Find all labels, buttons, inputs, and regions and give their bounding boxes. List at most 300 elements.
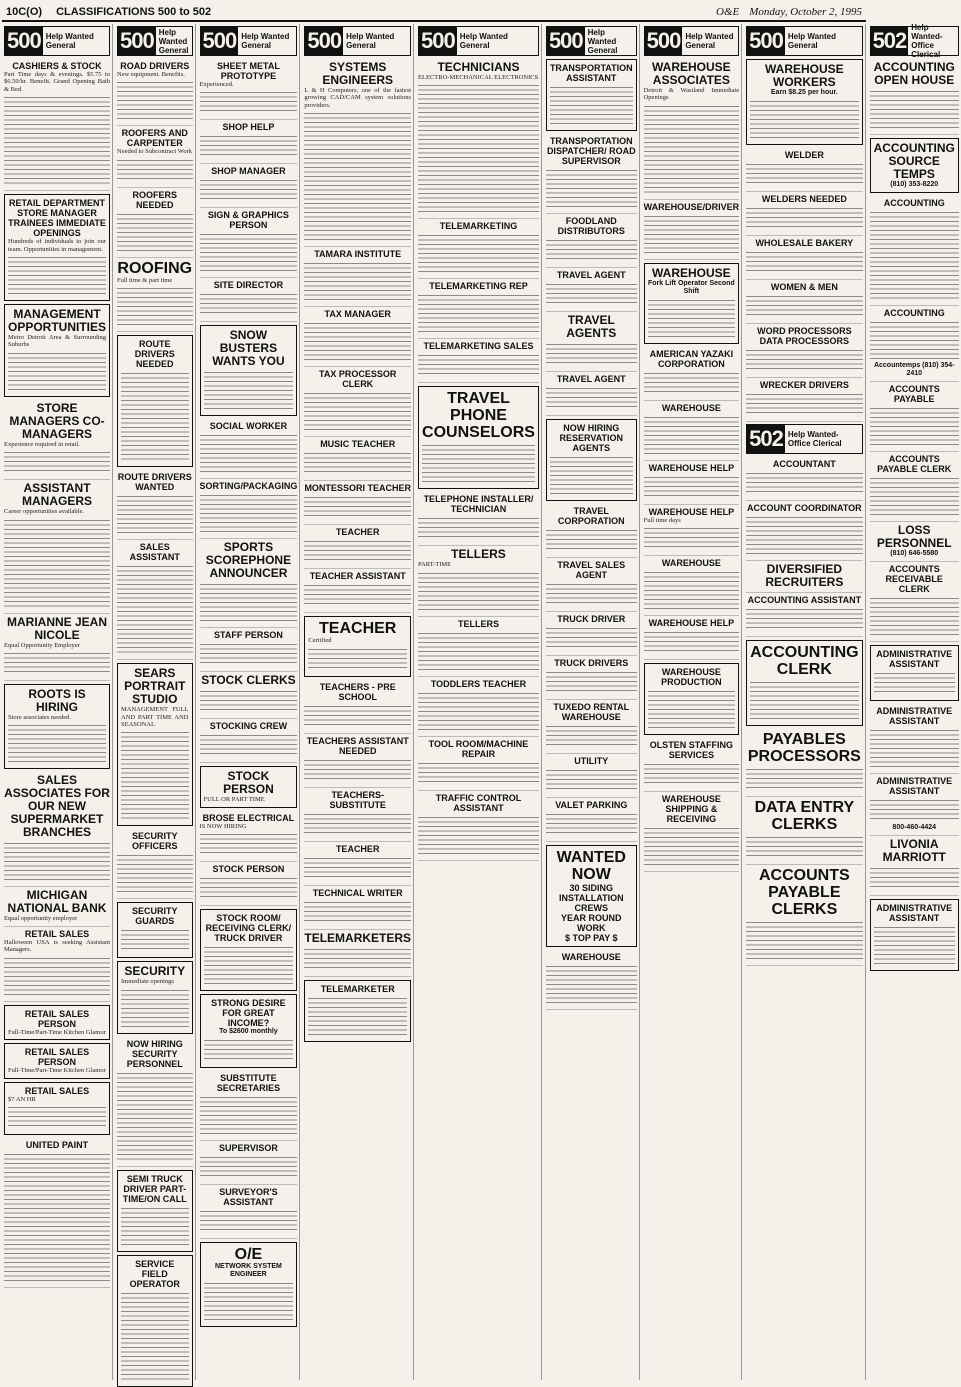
ad-text: 500 (307, 28, 342, 53)
body-text-lines (4, 956, 110, 996)
issue-date: Monday, October 2, 1995 (749, 6, 862, 18)
classified-ad (4, 1043, 110, 1078)
ad-text: SHOP MANAGER (211, 166, 286, 177)
classified-ad (200, 628, 298, 672)
classified-ad (746, 59, 862, 145)
ad-text: TECHNICIANS (437, 60, 520, 74)
body-text-lines (117, 853, 193, 893)
classified-ad (546, 656, 637, 700)
body-text-lines (304, 947, 411, 971)
body-text-lines (200, 90, 298, 114)
body-text-lines (117, 212, 193, 252)
body-text-lines (117, 80, 193, 120)
ad-text: TAX MANAGER (324, 309, 391, 320)
section-label-group (343, 27, 397, 55)
ad-text: Office Clerical (787, 439, 842, 448)
ad-text: OLSTEN STAFFING SERVICES (649, 740, 734, 761)
ad-text: RETAIL SALES PERSON (24, 1047, 90, 1068)
section-header (746, 26, 862, 56)
classified-ad (200, 862, 298, 906)
classified-ad (746, 640, 862, 726)
body-text-lines (746, 206, 862, 230)
ad-text: TELEMARKETING (439, 221, 518, 232)
classified-ad (870, 774, 959, 836)
ad-text: Help Wanted (587, 27, 617, 46)
ad-text: TEACHERS ASSISTANT NEEDED (306, 735, 409, 756)
ad-text: STORE MANAGERS CO-MANAGERS (9, 400, 105, 441)
ad-text: ACCOUNTING CLERK (750, 644, 859, 678)
section-label-group (585, 27, 636, 55)
ad-text: MARIANNE JEAN NICOLE (6, 614, 107, 642)
classified-ad (200, 539, 298, 628)
ad-text: UNITED PAINT (25, 1139, 89, 1150)
classified-ad (870, 138, 959, 193)
ad-text: ACCOUNTING SOURCE TEMPS (873, 141, 955, 181)
body-text-lines (8, 723, 106, 763)
ad-text: STOCK ROOM/ RECEIVING CLERK/ TRUCK DRIVER (205, 913, 292, 944)
body-text-lines (200, 1155, 298, 1179)
classified-ad (546, 845, 637, 947)
ad-text: Metro Detroit Area & Surrounding Suburbs (8, 334, 106, 349)
ad-text: SUBSTITUTE SECRETARIES (216, 1073, 281, 1094)
body-text-lines (304, 451, 411, 475)
body-text-lines (117, 564, 193, 654)
section-header-office (746, 424, 862, 454)
body-text-lines (304, 111, 411, 241)
classified-ad (644, 738, 740, 792)
ad-text: Experienced. (199, 81, 234, 88)
ad-text: ACCOUNTS PAYABLE (888, 384, 940, 404)
body-text-lines (546, 964, 637, 1004)
ad-text: WAREHOUSE ASSOCIATES (652, 60, 731, 87)
body-text-lines (418, 233, 539, 273)
ad-text: MONTESSORI TEACHER (304, 483, 411, 494)
ad-text: SUPERVISOR (219, 1143, 278, 1154)
classified-ad (4, 1082, 110, 1135)
body-text-lines (546, 342, 637, 366)
ad-text: SORTING/PACKAGING (199, 481, 298, 492)
body-text-lines (117, 158, 193, 182)
section-number: 500 (7, 28, 41, 53)
body-text-lines (200, 232, 298, 272)
column-3 (198, 24, 301, 1380)
ad-text: (810) 646-5580 (890, 550, 939, 557)
ad-text: ACCOUNTING (883, 198, 945, 208)
classified-ad (200, 1071, 298, 1141)
section-header (304, 26, 411, 56)
body-text-lines (746, 835, 862, 859)
body-text-lines (308, 647, 407, 671)
classified-ad (644, 616, 740, 660)
body-text-lines (546, 670, 637, 694)
body-text-lines (546, 282, 637, 306)
classified-ad (200, 479, 298, 539)
classified-columns (2, 23, 955, 1380)
ad-text: TELEMARKETING REP (429, 281, 528, 292)
classified-ad (304, 842, 411, 886)
classified-ad (200, 208, 298, 278)
body-text-lines (117, 1071, 193, 1161)
classified-ad (546, 59, 637, 131)
classified-ad (304, 481, 411, 525)
body-text-lines (200, 178, 298, 202)
classified-ad (546, 419, 637, 501)
body-text-lines (200, 433, 298, 473)
ad-text: TOOL ROOM/MACHINE REPAIR (428, 738, 529, 759)
body-text-lines (200, 832, 298, 856)
ad-text: TAMARA INSTITUTE (314, 249, 402, 260)
page-number: 10C(O) (6, 6, 43, 18)
section-header (117, 26, 193, 56)
classified-ad (870, 562, 959, 642)
ad-text: ADMINISTRATIVE ASSISTANT (876, 903, 953, 923)
classified-ad (117, 470, 193, 540)
body-text-lines (550, 455, 633, 495)
classified-ad (304, 680, 411, 734)
classified-ad (644, 663, 740, 735)
column-7 (642, 24, 743, 1380)
classified-ad (304, 307, 411, 367)
section-label-group (238, 27, 292, 55)
body-text-lines (418, 571, 539, 611)
ad-text: ROOTS IS HIRING (28, 687, 86, 715)
body-text-lines (648, 689, 736, 729)
classified-ad (200, 59, 298, 120)
classified-ad (117, 961, 193, 1033)
column-1 (2, 24, 113, 1380)
body-text-lines (204, 945, 294, 985)
classified-ad (117, 829, 193, 899)
ad-text: 502 (749, 426, 783, 451)
body-text-lines (746, 348, 862, 372)
ad-text: 502 (872, 28, 907, 53)
ad-text: ACCOUNTING (883, 308, 945, 318)
body-text-lines (870, 210, 959, 300)
body-text-lines (200, 1209, 298, 1233)
body-text-lines (304, 391, 411, 431)
classified-ad (200, 672, 298, 719)
ad-text: 30 SIDING INSTALLATION CREWS (558, 883, 624, 913)
ad-text: NOW HIRING RESERVATION AGENTS (559, 423, 624, 453)
ad-text: Help Wanted (346, 32, 395, 41)
ad-text: Accountemps (810) 354-2410 (873, 362, 955, 377)
ad-text: TRAVEL AGENTS (566, 313, 617, 340)
ad-text: TRUCK DRIVERS (554, 658, 629, 668)
body-text-lines (304, 856, 411, 880)
classified-ad (546, 134, 637, 214)
body-text-lines (117, 494, 193, 534)
body-text-lines (121, 1291, 189, 1381)
ad-text: General (158, 45, 189, 55)
ad-text: Equal opportunity employer (4, 915, 78, 923)
classified-ad (200, 120, 298, 164)
ad-text: ACCOUNTING ASSISTANT (747, 595, 862, 605)
ad-text: WAREHOUSE PRODUCTION (661, 667, 722, 688)
classified-ad (4, 194, 110, 301)
classified-ad (644, 401, 740, 461)
body-text-lines (304, 321, 411, 361)
body-text-lines (870, 798, 959, 822)
ad-text: TRUCK DRIVER (557, 614, 626, 624)
classified-ad (4, 59, 110, 191)
ad-text: TUXEDO RENTAL WAREHOUSE (553, 702, 630, 722)
classified-ad (546, 950, 637, 1010)
ad-text: WAREHOUSE HELP (648, 506, 735, 517)
classified-ad (304, 437, 411, 481)
classified-ad (200, 766, 298, 807)
ad-text: Detroit & Wastland Immediate Openings (643, 87, 740, 102)
classified-ad (117, 126, 193, 187)
classified-ad (546, 798, 637, 842)
ad-text: O/E (234, 1246, 263, 1264)
classified-ad (4, 304, 110, 397)
classified-ad (200, 1141, 298, 1185)
ad-text: WAREHOUSE HELP (648, 618, 735, 629)
section-label-group (682, 27, 736, 55)
body-text-lines (870, 476, 959, 516)
body-text-lines (8, 351, 106, 391)
ad-text: Full-Time/Part-Time Kitchen Glamor (8, 1028, 106, 1036)
classified-ad (644, 556, 740, 616)
classified-ad (200, 909, 298, 991)
classified-ad (746, 378, 862, 422)
ad-text: WRECKER DRIVERS (759, 380, 849, 390)
body-text-lines (204, 1038, 294, 1062)
classified-ad (418, 279, 539, 339)
column-2 (115, 24, 196, 1380)
ad-text: Help Wanted (459, 32, 508, 41)
ad-text: General (241, 41, 272, 50)
classified-ad (4, 927, 110, 1002)
section-label-group (457, 27, 511, 55)
classified-ad (200, 719, 298, 763)
classified-ad (746, 729, 862, 797)
classified-ad (200, 1242, 298, 1327)
body-text-lines (200, 1095, 298, 1135)
ad-text: TELLERS (457, 618, 499, 629)
ad-text: ELECTRO-MECHANICAL ELECTRONICS (418, 74, 539, 81)
classified-ad (418, 492, 539, 546)
body-text-lines (644, 526, 740, 550)
ad-text: TEACHER (335, 843, 380, 854)
section-number: 500 (120, 28, 154, 53)
body-text-lines (550, 85, 633, 125)
classified-ad (546, 312, 637, 372)
classified-ad (870, 645, 959, 701)
classified-ad (117, 663, 193, 826)
ad-text: PART-TIME (418, 561, 452, 569)
ad-text: IS NOW HIRING (199, 822, 247, 830)
body-text-lines (200, 642, 298, 666)
classified-ad (117, 188, 193, 258)
classified-ad (304, 616, 411, 676)
ad-text: SITE DIRECTOR (213, 280, 284, 291)
ad-text: TEACHER ASSISTANT (309, 571, 406, 582)
ad-text: STOCK CLERKS (201, 673, 296, 688)
classified-ad (870, 704, 959, 774)
column-4 (302, 24, 414, 1380)
body-text-lines (200, 493, 298, 533)
classified-ad (304, 367, 411, 437)
ad-text: TAX PROCESSOR CLERK (319, 369, 397, 390)
ad-text: WAREHOUSE HELP (648, 462, 735, 473)
classified-ad (117, 59, 193, 126)
ad-text: WAREHOUSE SHIPPING & RECEIVING (661, 794, 721, 825)
classified-ad (746, 457, 862, 501)
body-text-lines (644, 826, 740, 866)
body-text-lines (200, 292, 298, 316)
body-text-lines (121, 730, 189, 820)
ad-text: TECHNICAL WRITER (312, 887, 403, 898)
body-text-lines (200, 733, 298, 757)
classified-ad (870, 196, 959, 306)
classified-ad (644, 200, 740, 260)
ad-text: Hundreds of individuals to join our team. Opportunities in management. (8, 238, 106, 253)
ad-text: ACCOUNTANT (772, 459, 836, 469)
body-text-lines (746, 294, 862, 318)
classified-ad (304, 734, 411, 788)
ad-text: TRAVEL AGENT (556, 270, 626, 280)
classified-ad (418, 791, 539, 861)
ad-text: ACCOUNTS PAYABLE CLERK (877, 454, 952, 474)
ad-text: ASSISTANT MANAGERS (21, 481, 92, 509)
ad-text: SPORTS SCOREPHONE ANNOUNCER (205, 540, 292, 581)
body-text-lines (746, 920, 862, 960)
body-text-lines (200, 689, 298, 713)
ad-text: 800-460-4424 (892, 824, 937, 831)
ad-text: WAREHOUSE/DRIVER (643, 201, 740, 212)
ad-text: WELDERS NEEDED (761, 194, 847, 204)
body-text-lines (644, 762, 740, 786)
body-text-lines (644, 415, 740, 455)
classified-ad (418, 617, 539, 677)
classified-ad (746, 797, 862, 865)
body-text-lines (418, 83, 539, 213)
ad-text: Help Wanted (787, 32, 836, 41)
ad-text: TELLERS (451, 547, 506, 562)
classified-ad (644, 59, 740, 200)
section-sublabel: General (45, 41, 76, 50)
body-text-lines (644, 570, 740, 610)
body-text-lines (746, 392, 862, 416)
section-header (644, 26, 740, 56)
ad-text: Needed to Subcontract Work (117, 148, 192, 156)
ad-text: YEAR ROUND WORK (561, 913, 622, 933)
classified-ad (304, 886, 411, 930)
classified-ad (200, 811, 298, 862)
classified-ad (418, 677, 539, 737)
ad-text: ADMINISTRATIVE ASSISTANT (876, 649, 953, 669)
body-text-lines (304, 758, 411, 782)
classified-ad (644, 347, 740, 401)
ad-text: Career opportunities available. (4, 508, 84, 516)
body-text-lines (546, 528, 637, 552)
ad-text: SHOP HELP (222, 122, 275, 133)
classified-ad (304, 788, 411, 842)
ad-text: MANAGEMENT OPPORTUNITIES (8, 307, 107, 335)
ad-text: LIVONIA MARRIOTT (882, 837, 946, 864)
body-text-lines (648, 298, 736, 338)
ad-text: TRAVEL CORPORATION (557, 506, 625, 526)
ad-text: General (346, 41, 376, 50)
ad-text: Help Wanted (685, 32, 734, 41)
classified-ad (304, 569, 411, 613)
ad-text: TRAFFIC CONTROL ASSISTANT (435, 792, 522, 813)
body-text-lines (746, 162, 862, 186)
ad-text: Equal Opportunity Employer (4, 641, 80, 649)
section-label-group (785, 27, 839, 55)
section-header (200, 26, 298, 56)
body-text-lines (870, 728, 959, 768)
classified-ad (4, 772, 110, 887)
ad-text: 500 (421, 28, 455, 53)
body-text-lines (746, 767, 862, 791)
masthead (2, 0, 866, 22)
ad-text: New equipment. Benefits. (117, 71, 185, 78)
classified-ad (746, 593, 862, 637)
classified-ad (746, 561, 862, 593)
classified-ad (200, 994, 298, 1068)
classified-ad (117, 540, 193, 660)
ad-text: General (685, 41, 716, 50)
ad-text: Halloween USA is seeking Assistant Managers. (4, 938, 110, 954)
body-text-lines (418, 815, 539, 855)
ad-text: SECURITY (124, 964, 186, 979)
ad-text: Full-Time/Part-Time Kitchen Glamor (8, 1067, 106, 1075)
ad-text: LOSS PERSONNEL (876, 523, 952, 550)
classified-ad (546, 268, 637, 312)
body-text-lines (8, 255, 106, 295)
body-text-lines (121, 371, 189, 461)
ad-text: BROSE ELECTRICAL (202, 812, 295, 823)
ad-text: WHOLESALE BAKERY (755, 238, 854, 248)
ad-text: DIVERSIFIED RECRUITERS (765, 562, 844, 589)
body-text-lines (204, 1281, 294, 1321)
ad-text: ROAD DRIVERS (120, 61, 190, 71)
section-header (418, 26, 539, 56)
body-text-lines (546, 238, 637, 262)
ad-text: WELDER (784, 150, 824, 160)
body-text-lines (422, 443, 535, 483)
ad-text: 500 (749, 28, 783, 53)
ad-text: 500 (548, 28, 583, 53)
section-label-group (908, 23, 958, 59)
ad-text: Office Clerical (911, 41, 941, 59)
ad-text: SOCIAL WORKER (209, 421, 288, 432)
section-header (546, 26, 637, 56)
ad-text: RETAIL SALES PERSON (24, 1008, 90, 1029)
ad-text: TODDLERS TEACHER (430, 678, 527, 689)
classified-ad (4, 614, 110, 681)
body-text-lines (746, 515, 862, 555)
body-text-lines (308, 996, 407, 1036)
classified-ad (200, 1185, 298, 1239)
ad-text: TRAVEL PHONE COUNSELORS (422, 390, 535, 442)
classified-ad (644, 505, 740, 556)
ad-text: MICHIGAN NATIONAL BANK (7, 888, 107, 916)
ad-text: $7 AN HR (8, 1095, 36, 1103)
ad-text: SHEET METAL PROTOTYPE (217, 61, 280, 81)
body-text-lines (117, 286, 193, 326)
classified-ad (304, 247, 411, 307)
paper-name: O&E (716, 6, 740, 18)
body-text-lines (418, 516, 539, 540)
classified-ad (117, 1255, 193, 1387)
body-text-lines (418, 691, 539, 731)
ad-text: STRONG DESIRE FOR GREAT INCOME? (211, 998, 286, 1029)
ad-text: Help Wanted (241, 32, 290, 41)
body-text-lines (121, 988, 189, 1028)
